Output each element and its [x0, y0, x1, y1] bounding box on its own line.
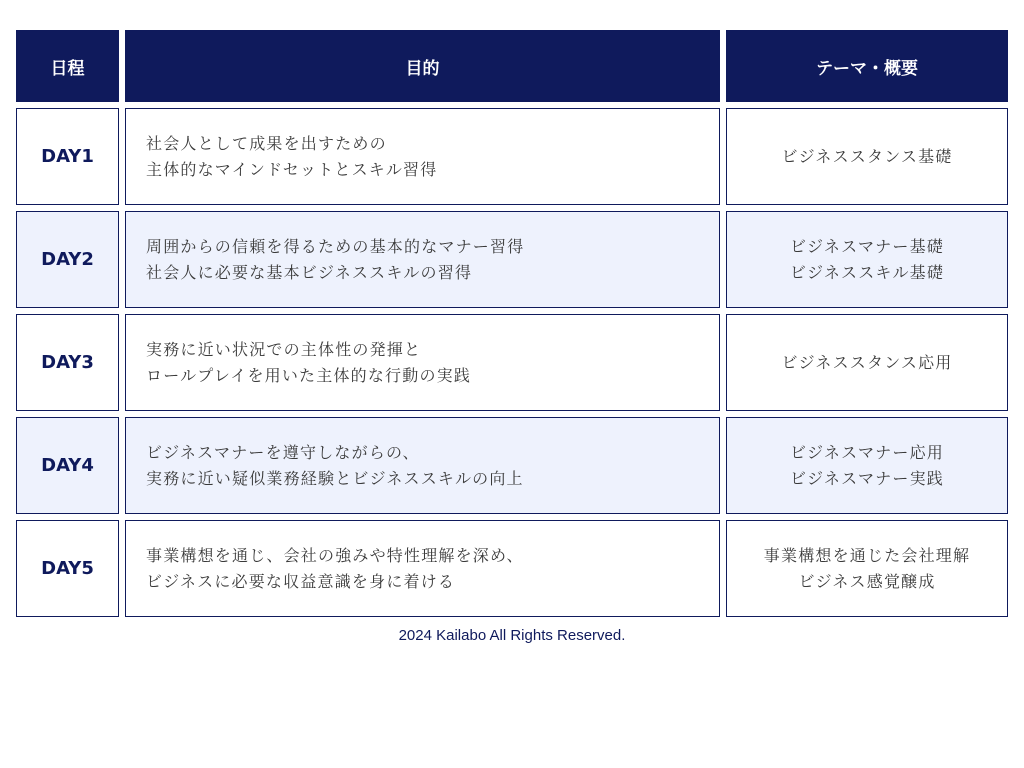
table-row [16, 211, 1008, 308]
theme-line: ビジネススタンス応用 [781, 352, 953, 372]
day-label: DAY1 [16, 108, 119, 205]
day-label: DAY5 [16, 520, 119, 617]
table-row [16, 314, 1008, 411]
theme-cell [726, 520, 1008, 617]
theme-text [781, 144, 952, 170]
copyright-footer: 2024 Kailabo All Rights Reserved. [398, 627, 626, 644]
theme-text [790, 234, 944, 286]
table-row [16, 520, 1008, 617]
purpose-line: ロールプレイを用いた主体的な行動の実践 [146, 365, 472, 385]
theme-cell [726, 314, 1008, 411]
purpose-text [146, 543, 524, 595]
purpose-line: 周囲からの信頼を得るための基本的なマナー習得 [146, 236, 525, 256]
day-label: DAY3 [16, 314, 119, 411]
table-header-row [16, 30, 1008, 102]
purpose-cell [125, 314, 720, 411]
purpose-line: 社会人として成果を出すための [146, 133, 387, 153]
header-theme: テーマ・概要 [726, 30, 1008, 102]
purpose-line: 主体的なマインドセットとスキル習得 [146, 159, 438, 179]
day-label: DAY2 [16, 211, 119, 308]
theme-line: ビジネスマナー応用 [789, 442, 944, 462]
purpose-text [146, 234, 524, 286]
theme-line: ビジネススタンス基礎 [781, 146, 953, 166]
purpose-line: 実務に近い疑似業務経験とビジネススキルの向上 [146, 468, 524, 488]
theme-line: 事業構想を通じた会社理解 [763, 545, 971, 565]
purpose-cell [125, 211, 720, 308]
theme-cell [726, 417, 1008, 514]
purpose-line: 実務に近い状況での主体性の発揮と [146, 339, 422, 359]
theme-cell [726, 108, 1008, 205]
purpose-text [146, 440, 524, 492]
purpose-text [146, 337, 471, 389]
schedule-table [16, 30, 1008, 623]
theme-cell [726, 211, 1008, 308]
header-purpose: 目的 [125, 30, 720, 102]
purpose-line: ビジネスに必要な収益意識を身に着ける [146, 571, 456, 591]
purpose-cell [125, 417, 720, 514]
theme-text [764, 543, 970, 595]
theme-line: ビジネス感覚醸成 [798, 571, 936, 591]
table-row [16, 108, 1008, 205]
day-label: DAY4 [16, 417, 119, 514]
purpose-text [146, 131, 437, 183]
header-schedule: 日程 [16, 30, 119, 102]
purpose-line: 事業構想を通じ、会社の強みや特性理解を深め、 [146, 545, 524, 565]
theme-line: ビジネススキル基礎 [789, 262, 945, 282]
theme-line: ビジネスマナー基礎 [789, 236, 944, 256]
purpose-line: ビジネスマナーを遵守しながらの、 [146, 442, 420, 462]
table-row [16, 417, 1008, 514]
theme-text [790, 440, 944, 492]
purpose-line: 社会人に必要な基本ビジネススキルの習得 [146, 262, 473, 282]
purpose-cell [125, 520, 720, 617]
theme-line: ビジネスマナー実践 [789, 468, 944, 488]
theme-text [781, 350, 952, 376]
purpose-cell [125, 108, 720, 205]
